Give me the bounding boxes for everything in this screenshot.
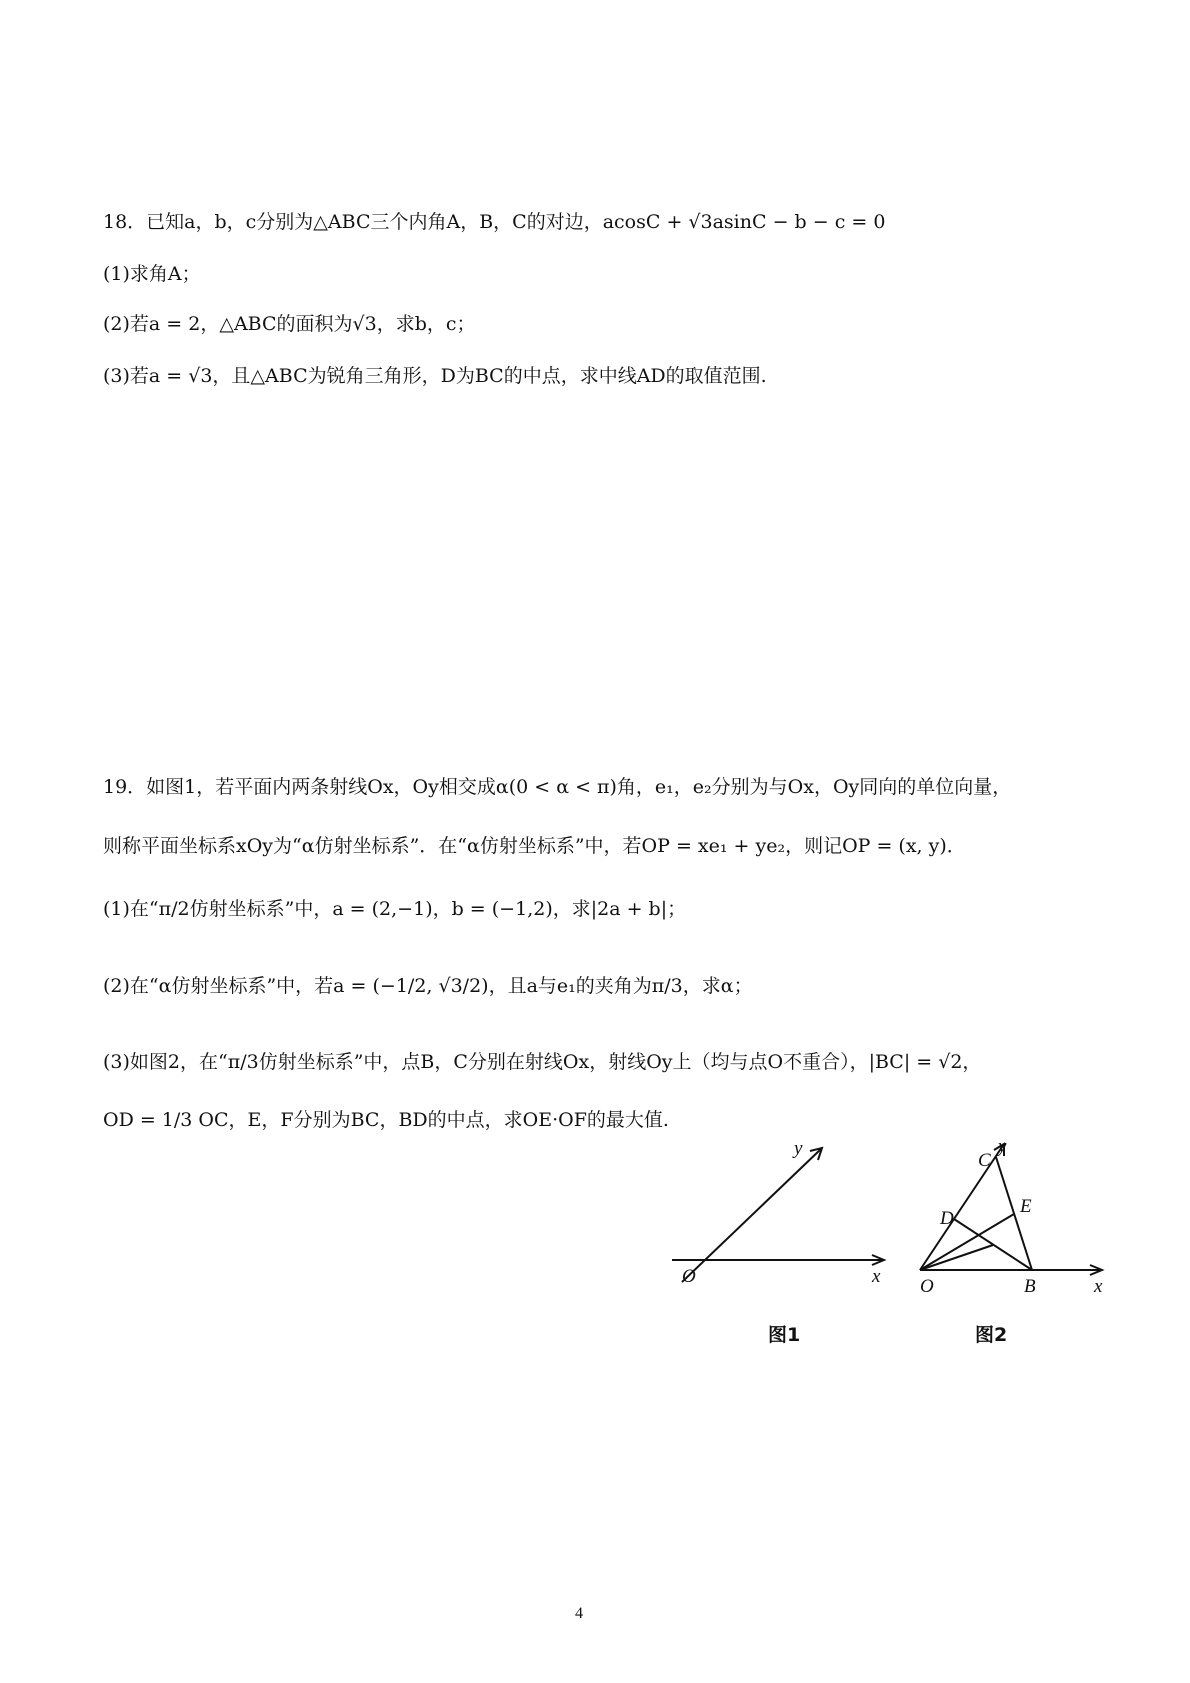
fig2-label-c: C	[978, 1150, 991, 1171]
q19-part3-line2: OD = 1/3 OC，E，F分别为BC，BD的中点，求OE·OF的最大值.	[103, 1109, 669, 1131]
fig2-segment-oe	[920, 1214, 1014, 1270]
q19-part2: (2)在“α仿射坐标系”中，若a = (−1/2, √3/2)，且a与e₁的夹角为π/3，求α；	[103, 975, 753, 997]
figure-1-caption: 图1	[768, 1324, 801, 1346]
fig2-label-x: x	[1094, 1276, 1103, 1297]
q18-part3: (3)若a = √3，且△ABC为锐角三角形，D为BC的中点，求中线AD的取值范围.	[103, 365, 767, 387]
q18-stem: 18．已知a，b，c分别为△ABC三个内角A，B，C的对边，acosC + √3asinC − b − c = 0	[103, 211, 886, 233]
fig2-label-d: D	[940, 1208, 954, 1229]
fig1-label-x: x	[872, 1266, 881, 1287]
fig2-label-e: E	[1020, 1196, 1032, 1217]
fig1-label-y: y	[794, 1142, 803, 1159]
figure-1	[672, 1142, 897, 1302]
figure-2	[900, 1142, 1110, 1302]
q19-stem-line1: 19．如图1，若平面内两条射线Ox，Oy相交成α(0 < α < π)角，e₁，e₂分别为与Ox，Oy同向的单位向量，	[103, 776, 1012, 798]
fig2-label-b: B	[1024, 1276, 1036, 1297]
q18-part2: (2)若a = 2，△ABC的面积为√3，求b，c；	[103, 313, 476, 335]
q19-part3-line1: (3)如图2，在“π/3仿射坐标系”中，点B，C分别在射线Ox，射线Oy上（均与点O不重合），|BC| = √2，	[103, 1051, 982, 1073]
fig2-y-axis	[920, 1144, 1004, 1270]
page-number: 4	[575, 1605, 583, 1622]
q19-stem-line2: 则称平面坐标系xOy为“α仿射坐标系”．在“α仿射坐标系”中，若OP = xe₁ + ye₂，则记OP = (x, y)．	[103, 835, 966, 857]
figure-2-caption: 图2	[975, 1324, 1008, 1346]
q18-part1: (1)求角A；	[103, 263, 201, 285]
fig1-label-o: O	[682, 1266, 696, 1287]
fig2-label-y: y	[998, 1142, 1007, 1157]
q19-part1: (1)在“π/2仿射坐标系”中，a = (2,−1)，b = (−1,2)，求|2a + b|；	[103, 898, 687, 920]
fig1-y-axis	[682, 1148, 822, 1282]
fig2-label-o: O	[920, 1276, 934, 1297]
